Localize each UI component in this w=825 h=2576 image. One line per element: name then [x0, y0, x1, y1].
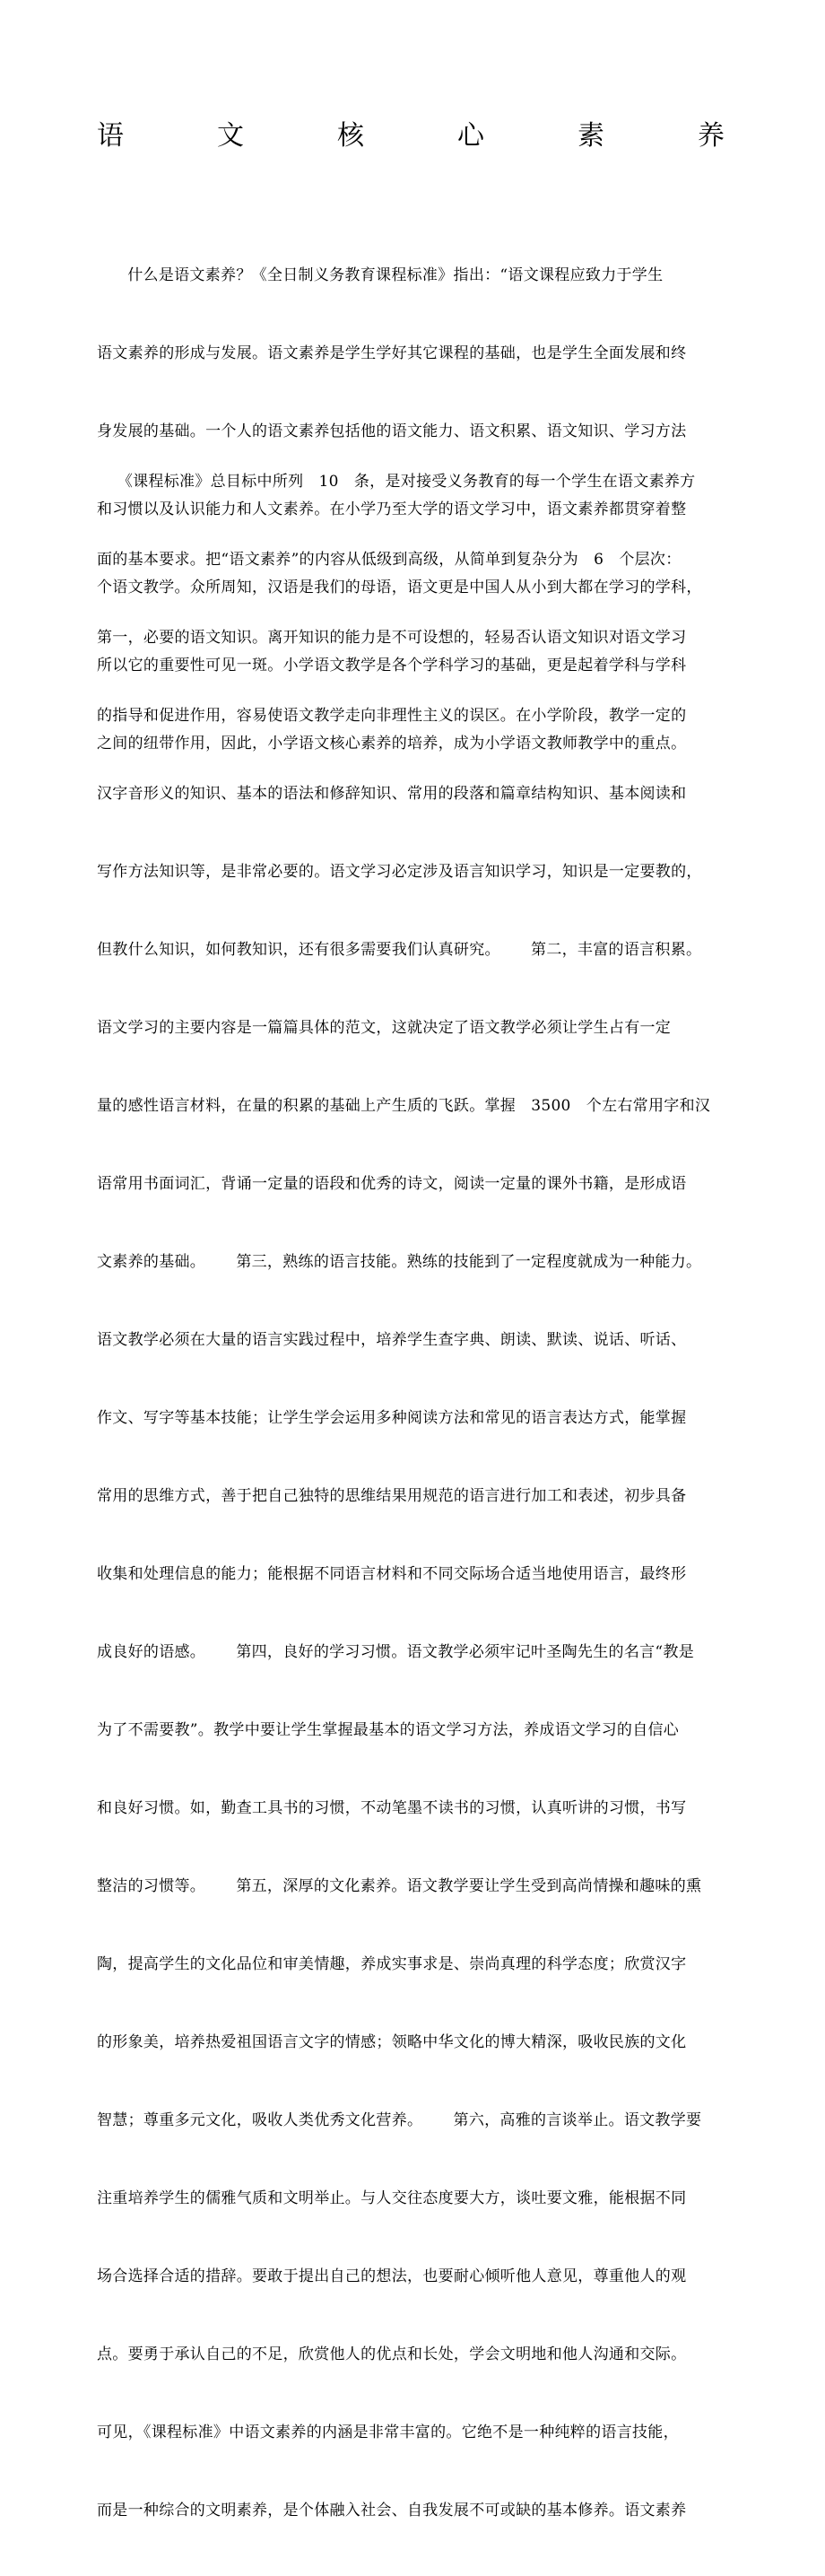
text-line: 面的基本要求。把“语文素养”的内容从低级到高级，从简单到复杂分为 6 个层次： — [97, 551, 682, 569]
title-char: 语 — [97, 120, 124, 152]
text-line: 和习惯以及认识能力和人文素养。在小学乃至大学的语文学习中，语文素养都贯穿着整 — [97, 500, 687, 518]
title-char: 核 — [337, 120, 364, 152]
text-line: 量的感性语言材料，在量的积累的基础上产生质的飞跃。掌握 3500 个左右常用字和汉 — [97, 1097, 711, 1115]
text-line: 语文素养的形成与发展。语文素养是学生学好其它课程的基础，也是学生全面发展和终 — [97, 344, 687, 362]
text-line: 《课程标准》总目标中所列 10 条，是对接受义务教育的每一个学生在语文素养方 — [97, 473, 696, 491]
text-line: 汉字音形义的知识、基本的语法和修辞知识、常用的段落和篇章结构知识、基本阅读和 — [97, 785, 687, 803]
title-char: 心 — [457, 120, 484, 152]
text-line: 之间的纽带作用，因此，小学语文核心素养的培养，成为小学语文教师教学中的重点。 — [97, 735, 687, 753]
document-title — [97, 118, 725, 154]
text-line: 第一，必要的语文知识。离开知识的能力是不可设想的，轻易否认语文知识对语文学习 — [97, 629, 687, 647]
text-line: 陶，提高学生的文化品位和审美情趣，养成实事求是、崇尚真理的科学态度；欣赏汉字 — [97, 1955, 687, 1973]
text-line: 身发展的基础。一个人的语文素养包括他的语文能力、语文积累、语文知识、学习方法 — [97, 422, 687, 440]
text-line: 写作方法知识等，是非常必要的。语文学习必定涉及语言知识学习，知识是一定要教的， — [97, 863, 702, 881]
text-line: 成良好的语感。 第四，良好的学习习惯。语文教学必须牢记叶圣陶先生的名言“教是 — [97, 1643, 695, 1661]
text-line: 而是一种综合的文明素养，是个体融入社会、自我发展不可或缺的基本修养。语文素养 — [97, 2502, 687, 2519]
paragraph-curriculum-standard — [97, 417, 742, 2576]
text-line: 个语文教学。众所周知，汉语是我们的母语，语文更是中国人从小到大都在学习的学科， — [97, 579, 702, 596]
title-char: 文 — [217, 120, 244, 152]
text-line: 常用的思维方式，善于把自己独特的思维结果用规范的语言进行加工和表述，初步具备 — [97, 1487, 687, 1505]
text-line: 为了不需要教”。教学中要让学生掌握最基本的语文学习方法，养成语文学习的自信心 — [97, 1721, 680, 1739]
text-line: 所以它的重要性可见一斑。小学语文教学是各个学科学习的基础，更是起着学科与学科 — [97, 657, 687, 674]
text-line: 语文教学必须在大量的语言实践过程中，培养学生查字典、朗读、默读、说话、听话、 — [97, 1331, 687, 1349]
text-line: 可见，《课程标准》中语文素养的内涵是非常丰富的。它绝不是一种纯粹的语言技能， — [97, 2424, 679, 2441]
text-line: 的指导和促进作用，容易使语文教学走向非理性主义的误区。在小学阶段，教学一定的 — [97, 707, 687, 725]
text-line: 文素养的基础。 第三，熟练的语言技能。熟练的技能到了一定程度就成为一种能力。 — [97, 1253, 702, 1271]
text-line: 智慧；尊重多元文化，吸收人类优秀文化营养。 第六，高雅的言谈举止。语文教学要 — [97, 2111, 702, 2129]
text-line: 语常用书面词汇，背诵一定量的语段和优秀的诗文，阅读一定量的课外书籍，是形成语 — [97, 1175, 687, 1193]
text-line: 注重培养学生的儒雅气质和文明举止。与人交往态度要大方，谈吐要文雅，能根据不同 — [97, 2189, 687, 2207]
text-line: 什么是语文素养？《全日制义务教育课程标准》指出：“语文课程应致力于学生 — [97, 266, 664, 284]
title-char: 养 — [698, 120, 725, 152]
text-line: 收集和处理信息的能力；能根据不同语言材料和不同交际场合适当地使用语言，最终形 — [97, 1565, 687, 1583]
title-char: 素 — [578, 120, 604, 152]
text-line: 语文学习的主要内容是一篇篇具体的范文，这就决定了语文教学必须让学生占有一定 — [97, 1019, 672, 1037]
text-line: 整洁的习惯等。 第五，深厚的文化素养。语文教学要让学生受到高尚情操和趣味的熏 — [97, 1877, 702, 1895]
text-line: 但教什么知识，如何教知识，还有很多需要我们认真研究。 第二，丰富的语言积累。 — [97, 941, 702, 959]
text-line: 场合选择合适的措辞。要敢于提出自己的想法，也要耐心倾听他人意见，尊重他人的观 — [97, 2267, 687, 2285]
text-line: 和良好习惯。如，勤查工具书的习惯，不动笔墨不读书的习惯，认真听讲的习惯，书写 — [97, 1799, 687, 1817]
text-line: 点。要勇于承认自己的不足，欣赏他人的优点和长处，学会文明地和他人沟通和交际。 — [97, 2345, 687, 2363]
text-line: 作文、写字等基本技能；让学生学会运用多种阅读方法和常见的语言表达方式，能掌握 — [97, 1409, 687, 1427]
text-line: 的形象美，培养热爱祖国语言文字的情感；领略中华文化的博大精深，吸收民族的文化 — [97, 2033, 687, 2051]
